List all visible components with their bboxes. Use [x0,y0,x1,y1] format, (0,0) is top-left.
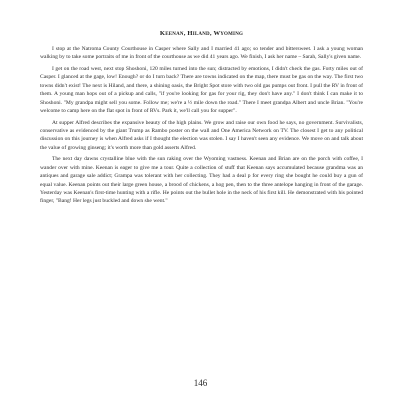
paragraph: I stop at the Natroma County Courthouse in Casper where Sally and I married 41 ago; so tender and bittersweet. I ask a young woman walking by to take some portraits of me in front of the courthouse as we did 41 years ago. We finish, I ask her name – Sarah, Sally's given name. [40,46,363,61]
page-number: 146 [193,378,208,388]
paragraph: I get on the road west, next stop Shoshoni, 120 miles turned into the sun; distracted by emotions, I didn't check the gas. Forty miles out of Casper. I glanced at the gage, low! Enough? or do I turn back? There are towns indicated on the map, there must be gas on the way. The first two towns didn't exist! The next is Hiland, and there, a shining oasis, the Bright Spot store with two old gas pumps out front. I pull the RV in front of them. A young man hops out of a pickup and calls, "if you're looking for gas for your rig, they don't have any." I don't think I can make it to Shoshoni. "My grandpa might sell you some. Follow me; we're a ½ mile down the road." There I meet grandpa Albert and uncle Brian. "You're welcome to camp here on the flat spot in front of RVs. Park it, we'll call you for supper". [40,66,363,115]
body-text [40,45,363,206]
paragraph: The next day dawns crystalline blue with the sun raking over the Wyoming vastness. Keenan and Brian are on the porch with coffee, I wander over with mine. Keenan is eager to give me a tour. Quite a collection of stuff that Keenan says accumulated because grandma was an antiques and garage sale addict; Grampa was tolerant with her collecting. They had a deal p for every ring she bought he could buy a gun of equal value. Keenan points out their large green house, a brood of chickens, a hog pen, then to the three antelope hanging in front of the garage. Yesterday was Keenan's first-time hunting with a rifle. He points out the bullet hole in the neck of his first kill. He demonstrated with his pointed finger, "Bang! Her legs just buckled and down she went." [40,156,363,205]
chapter-title: Keenan, Hiland, Wyoming [159,30,244,37]
paragraph: At supper Alfred describes the expansive beauty of the high plains. We grow and raise our own food he says, no government. Survivalists, conservative as evidenced by the giant Trump as Rambo poster on the wall and One America Network on TV. The closest I get to any political discussion on this journey is when Alfred asks if I thought the election was stolen. I say I haven't seen any evidence. We move on and talk about the value of growing ginseng; it's worth more than gold asserts Alfred. [40,119,363,151]
